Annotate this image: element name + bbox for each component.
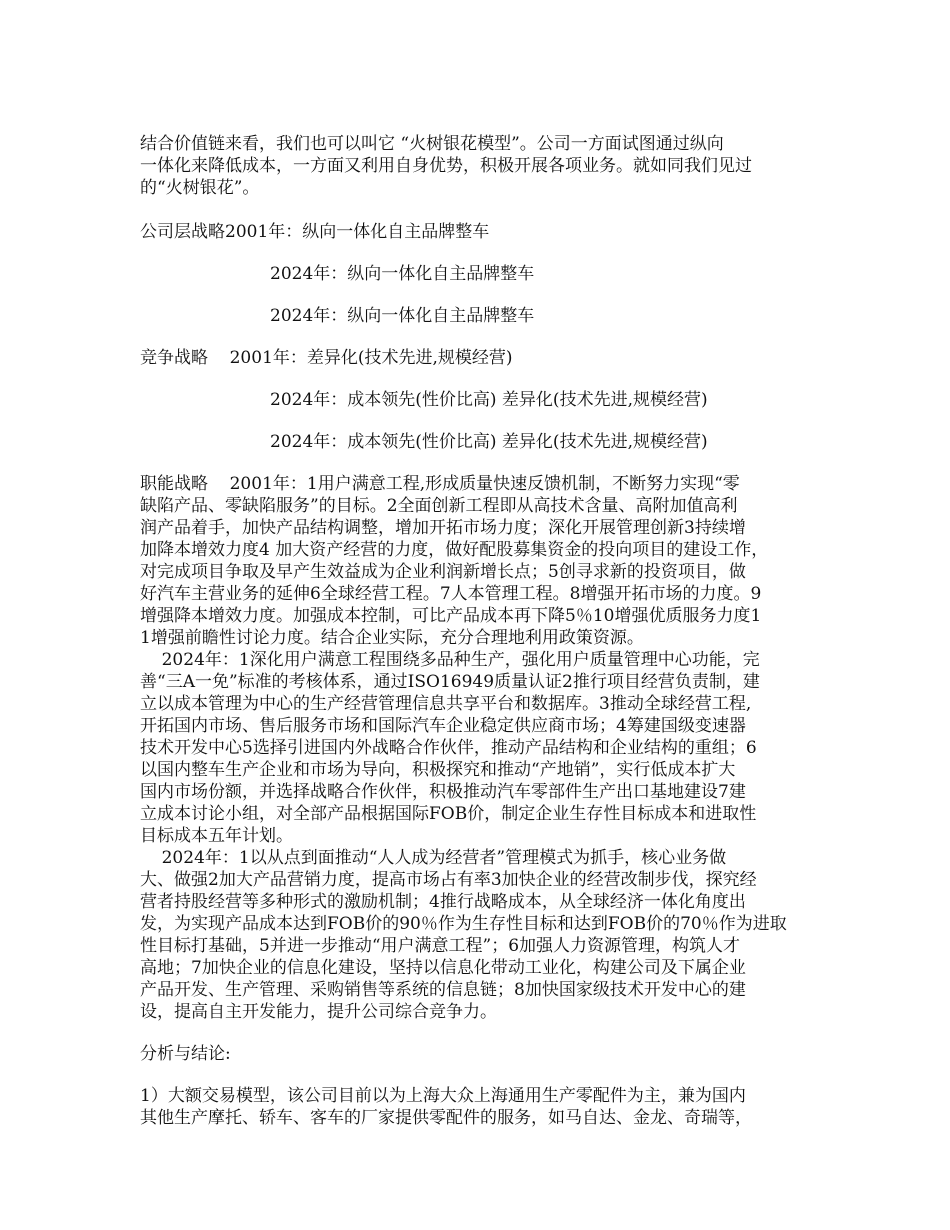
functional-strategy-line: 立以成本管理为中心的生产经营管理信息共享平台和数据库。3推动全球经营工程, (140, 694, 752, 714)
functional-strategy-line: 技术开发中心5选择引进国内外战略合作伙伴，推动产品结构和企业结构的重组；6 (140, 738, 757, 758)
functional-strategy-line: 国内市场份额，并选择战略合作伙伴，积极推动汽车零部件生产出口基地建设7建 (140, 782, 746, 802)
functional-strategy-line: 设，提高自主开发能力，提升公司综合竞争力。 (140, 1002, 497, 1022)
functional-strategy-line: 好汽车主营业务的延伸6全球经营工程。7人本管理工程。8增强开拓市场的力度。9 (140, 584, 762, 604)
corporate-strategy-line: 公司层战略2001年：纵向一体化自主品牌整车 (140, 222, 490, 242)
functional-strategy-line: 发，为实现产品成本达到FOB价的90％作为生存性目标和达到FOB价的70％作为进取 (140, 914, 787, 934)
intro-line: 一体化来降低成本，一方面又利用自身优势，积极开展各项业务。就如同我们见过 (140, 156, 752, 176)
functional-strategy-line: 加降本增效力度4 加大资产经营的力度，做好配股募集资金的投向项目的建设工作， (140, 540, 769, 560)
functional-strategy-line: 大、做强2加大产品营销力度，提高市场占有率3加快企业的经营改制步伐，探究经 (140, 870, 757, 890)
functional-strategy-line: 2024年：1以从点到面推动“人人成为经营者”管理模式为抓手，核心业务做 (140, 848, 727, 868)
functional-strategy-line: 以国内整车生产企业和市场为导向，积极探究和推动“产地销”，实行低成本扩大 (140, 760, 736, 780)
analysis-heading: 分析与结论: (140, 1044, 231, 1064)
analysis-line: 其他生产摩托、轿车、客车的厂家提供零配件的服务，如马自达、金龙、奇瑞等， (140, 1108, 752, 1128)
functional-strategy-line: 开拓国内市场、售后服务市场和国际汽车企业稳定供应商市场；4筹建国级变速器 (140, 716, 746, 736)
analysis-line: 1）大额交易模型，该公司目前以为上海大众上海通用生产零配件为主，兼为国内 (140, 1086, 746, 1106)
functional-strategy-line: 善“三A一免”标准的考核体系，通过ISO16949质量认证2推行项目经营负责制，建 (140, 672, 760, 692)
functional-strategy-line: 对完成项目争取及早产生效益成为企业利润新增长点；5创寻求新的投资项目，做 (140, 562, 746, 582)
functional-strategy-line: 职能战略 2001年：1用户满意工程,形成质量快速反馈机制，不断努力实现“零 (140, 474, 740, 494)
functional-strategy-line: 立成本讨论小组，对全部产品根据国际FOB价，制定企业生存性目标成本和进取性 (140, 804, 757, 824)
corporate-strategy-line: 2024年：纵向一体化自主品牌整车 (270, 306, 535, 326)
functional-strategy-line: 产品开发、生产管理、采购销售等系统的信息链；8加快国家级技术开发中心的建 (140, 980, 746, 1000)
corporate-strategy-line: 2024年：纵向一体化自主品牌整车 (270, 264, 535, 284)
competitive-strategy-line: 2024年：成本领先(性价比高) 差异化(技术先进,规模经营) (270, 432, 708, 452)
functional-strategy-line: 润产品着手，加快产品结构调整，增加开拓市场力度；深化开展管理创新3持续增 (140, 518, 746, 538)
competitive-strategy-line: 2024年：成本领先(性价比高) 差异化(技术先进,规模经营) (270, 390, 708, 410)
functional-strategy-line: 性目标打基础，5并进一步推动“用户满意工程”；6加强人力资源管理，构筑人才 (140, 936, 741, 956)
intro-line: 结合价值链来看，我们也可以叫它 “火树银花模型”。公司一方面试图通过纵向 (140, 134, 724, 154)
intro-line: 的“火树银花”。 (140, 178, 260, 198)
functional-strategy-line: 目标成本五年计划。 (140, 826, 293, 846)
functional-strategy-line: 1增强前瞻性讨论力度。结合企业实际，充分合理地利用政策资源。 (140, 628, 644, 648)
competitive-strategy-line: 竞争战略 2001年：差异化(技术先进,规模经营) (140, 348, 513, 368)
functional-strategy-line: 增强降本增效力度。加强成本控制，可比产品成本再下降5％10增强优质服务力度1 (140, 606, 762, 626)
functional-strategy-line: 高地；7加快企业的信息化建设，坚持以信息化带动工业化，构建公司及下属企业 (140, 958, 746, 978)
functional-strategy-line: 营者持股经营等多种形式的激励机制；4推行战略成本，从全球经济一体化角度出 (140, 892, 746, 912)
functional-strategy-line: 2024年：1深化用户满意工程围绕多品种生产，强化用户质量管理中心功能，完 (140, 650, 760, 670)
functional-strategy-line: 缺陷产品、零缺陷服务”的目标。2全面创新工程即从高技术含量、高附加值高利 (140, 496, 738, 516)
